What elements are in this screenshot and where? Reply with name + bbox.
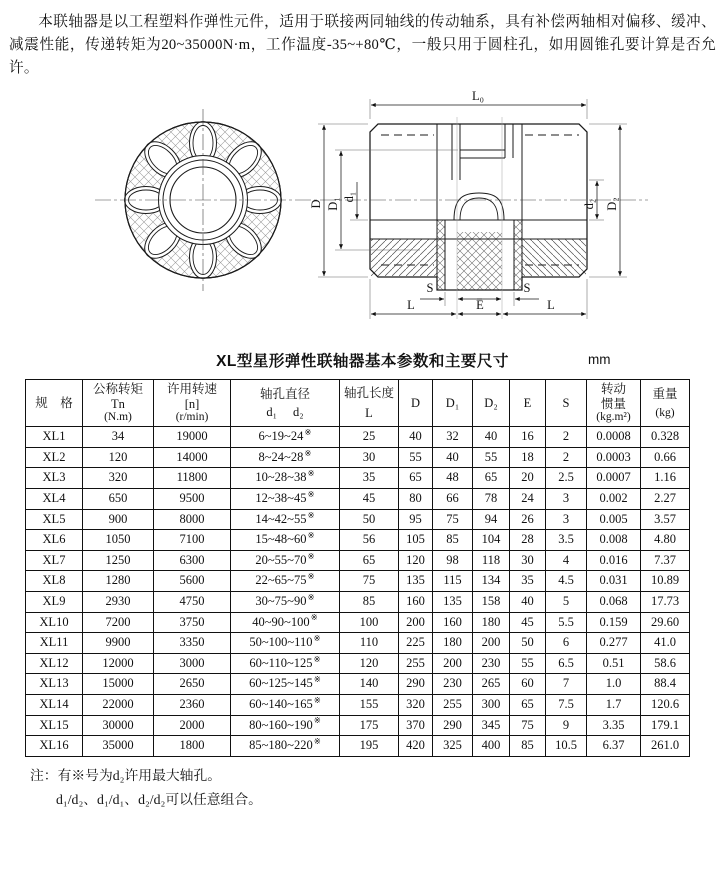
- max-bore-mark: ※: [307, 468, 315, 479]
- max-bore-mark: ※: [307, 488, 315, 499]
- col-header-weight: 重量 (kg): [641, 380, 690, 427]
- cell-speed: 14000: [154, 447, 231, 468]
- table-unit-label: mm: [588, 352, 611, 368]
- cell-weight: 4.80: [641, 530, 690, 551]
- cell-spec: XL15: [26, 715, 83, 736]
- cell-bore: 12~38~45※: [231, 489, 340, 510]
- cell-weight: 179.1: [641, 715, 690, 736]
- max-bore-mark: ※: [304, 447, 312, 458]
- cell-E: 26: [510, 509, 546, 530]
- max-bore-mark: ※: [307, 550, 315, 561]
- cell-spec: XL11: [26, 633, 83, 654]
- col-header-D: D: [399, 380, 433, 427]
- cell-length: 50: [340, 509, 399, 530]
- cell-E: 40: [510, 592, 546, 613]
- cell-torque: 900: [83, 509, 154, 530]
- cell-inertia: 1.0: [587, 674, 641, 695]
- max-bore-mark: ※: [304, 427, 312, 438]
- cell-torque: 1280: [83, 571, 154, 592]
- technical-drawing-svg: [0, 87, 725, 342]
- cell-D1: 98: [433, 550, 473, 571]
- cell-inertia: 0.016: [587, 550, 641, 571]
- cell-length: 85: [340, 592, 399, 613]
- col-header-E: E: [510, 380, 546, 427]
- cell-torque: 12000: [83, 653, 154, 674]
- cell-inertia: 6.37: [587, 736, 641, 757]
- dim-label-D2: D₂: [605, 197, 619, 211]
- cell-S: 6: [546, 633, 587, 654]
- petal-dome: [454, 193, 504, 220]
- cell-inertia: 0.005: [587, 509, 641, 530]
- note-line-1: 注：有※号为d₂许用最大轴孔。: [30, 767, 222, 783]
- cell-S: 6.5: [546, 653, 587, 674]
- cell-spec: XL10: [26, 612, 83, 633]
- cell-D1: 48: [433, 468, 473, 489]
- cell-D1: 75: [433, 509, 473, 530]
- cell-E: 18: [510, 447, 546, 468]
- cell-E: 24: [510, 489, 546, 510]
- table-notes: [30, 764, 725, 813]
- cell-S: 3.5: [546, 530, 587, 551]
- cell-length: 30: [340, 447, 399, 468]
- cell-E: 20: [510, 468, 546, 489]
- cell-E: 60: [510, 674, 546, 695]
- table-row: [26, 653, 690, 674]
- dim-label-S-left: S: [426, 281, 434, 296]
- cell-length: 75: [340, 571, 399, 592]
- cell-S: 5.5: [546, 612, 587, 633]
- cell-weight: 261.0: [641, 736, 690, 757]
- dim-label-d2: d₂: [582, 198, 596, 210]
- cell-spec: XL3: [26, 468, 83, 489]
- cell-speed: 6300: [154, 550, 231, 571]
- table-row: [26, 509, 690, 530]
- coupling-drawing: [0, 87, 725, 347]
- max-bore-mark: ※: [313, 633, 321, 644]
- cell-E: 28: [510, 530, 546, 551]
- dim-label-d1: d₁: [342, 191, 356, 203]
- cell-weight: 0.66: [641, 447, 690, 468]
- cell-bore: 22~65~75※: [231, 571, 340, 592]
- cell-D2: 104: [473, 530, 510, 551]
- cell-weight: 0.328: [641, 427, 690, 448]
- cell-inertia: 0.002: [587, 489, 641, 510]
- cell-speed: 9500: [154, 489, 231, 510]
- cell-S: 7.5: [546, 695, 587, 716]
- cell-D1: 230: [433, 674, 473, 695]
- cell-E: 35: [510, 571, 546, 592]
- table-header: [26, 380, 690, 427]
- table-row: [26, 715, 690, 736]
- cell-D2: 78: [473, 489, 510, 510]
- cell-D: 40: [399, 427, 433, 448]
- cell-weight: 1.16: [641, 468, 690, 489]
- cell-length: 140: [340, 674, 399, 695]
- cell-spec: XL4: [26, 489, 83, 510]
- cell-D2: 134: [473, 571, 510, 592]
- cell-torque: 15000: [83, 674, 154, 695]
- col-header-bore-diameter: 轴孔直径 d₁ d₂: [231, 380, 340, 427]
- cell-length: 110: [340, 633, 399, 654]
- cell-speed: 3000: [154, 653, 231, 674]
- max-bore-mark: ※: [307, 571, 315, 582]
- cell-D2: 265: [473, 674, 510, 695]
- cell-spec: XL2: [26, 447, 83, 468]
- cell-weight: 88.4: [641, 674, 690, 695]
- cell-torque: 22000: [83, 695, 154, 716]
- cell-bore: 10~28~38※: [231, 468, 340, 489]
- cell-spec: XL14: [26, 695, 83, 716]
- cell-speed: 3350: [154, 633, 231, 654]
- table-title-row: [0, 349, 725, 373]
- table-row: [26, 550, 690, 571]
- cell-torque: 2930: [83, 592, 154, 613]
- dim-label-L-right: L: [547, 298, 555, 313]
- cell-D2: 118: [473, 550, 510, 571]
- cell-S: 4.5: [546, 571, 587, 592]
- cell-D2: 40: [473, 427, 510, 448]
- cell-inertia: 0.0007: [587, 468, 641, 489]
- cell-D: 65: [399, 468, 433, 489]
- cell-length: 65: [340, 550, 399, 571]
- cell-S: 3: [546, 509, 587, 530]
- cell-spec: XL8: [26, 571, 83, 592]
- cell-E: 50: [510, 633, 546, 654]
- cell-D: 80: [399, 489, 433, 510]
- cell-D: 290: [399, 674, 433, 695]
- dim-label-D1: D₁: [326, 197, 340, 211]
- cell-speed: 8000: [154, 509, 231, 530]
- cell-S: 9: [546, 715, 587, 736]
- cell-weight: 17.73: [641, 592, 690, 613]
- col-header-spec: 规 格: [26, 380, 83, 427]
- cell-torque: 120: [83, 447, 154, 468]
- cell-weight: 2.27: [641, 489, 690, 510]
- table-row: [26, 592, 690, 613]
- cell-D: 135: [399, 571, 433, 592]
- cell-bore: 85~180~220※: [231, 736, 340, 757]
- cell-torque: 9900: [83, 633, 154, 654]
- cell-D2: 55: [473, 447, 510, 468]
- cell-inertia: 0.008: [587, 530, 641, 551]
- cell-inertia: 0.0008: [587, 427, 641, 448]
- cell-torque: 320: [83, 468, 154, 489]
- cell-spec: XL5: [26, 509, 83, 530]
- cell-S: 5: [546, 592, 587, 613]
- col-header-S: S: [546, 380, 587, 427]
- max-bore-mark: ※: [313, 674, 321, 685]
- cell-speed: 1800: [154, 736, 231, 757]
- cell-torque: 650: [83, 489, 154, 510]
- cell-length: 120: [340, 653, 399, 674]
- cell-D2: 400: [473, 736, 510, 757]
- cell-D1: 32: [433, 427, 473, 448]
- dim-label-L-left: L: [407, 298, 415, 313]
- col-header-inertia: 转动 惯量 (kg.m²): [587, 380, 641, 427]
- cell-weight: 7.37: [641, 550, 690, 571]
- dim-label-S-right: S: [523, 281, 531, 296]
- cell-S: 3: [546, 489, 587, 510]
- cell-speed: 5600: [154, 571, 231, 592]
- col-header-bore-length: 轴孔长度 L: [340, 380, 399, 427]
- cell-spec: XL16: [26, 736, 83, 757]
- cell-bore: 14~42~55※: [231, 509, 340, 530]
- cell-weight: 58.6: [641, 653, 690, 674]
- cell-D1: 135: [433, 592, 473, 613]
- table-row: [26, 633, 690, 654]
- max-bore-mark: ※: [313, 715, 321, 726]
- max-bore-mark: ※: [307, 530, 315, 541]
- max-bore-mark: ※: [313, 694, 321, 705]
- col-header-D2: D₂: [473, 380, 510, 427]
- cell-inertia: 0.031: [587, 571, 641, 592]
- cell-D: 95: [399, 509, 433, 530]
- dim-label-D: D: [309, 199, 323, 209]
- cell-D2: 158: [473, 592, 510, 613]
- col-header-torque: 公称转矩 Tn (N.m): [83, 380, 154, 427]
- cell-bore: 80~160~190※: [231, 715, 340, 736]
- cell-inertia: 0.51: [587, 653, 641, 674]
- cell-D: 120: [399, 550, 433, 571]
- cell-inertia: 3.35: [587, 715, 641, 736]
- cell-speed: 7100: [154, 530, 231, 551]
- table-row: [26, 489, 690, 510]
- cell-inertia: 0.277: [587, 633, 641, 654]
- cell-D2: 300: [473, 695, 510, 716]
- cell-D2: 200: [473, 633, 510, 654]
- cell-length: 155: [340, 695, 399, 716]
- cell-D1: 160: [433, 612, 473, 633]
- cell-D: 200: [399, 612, 433, 633]
- cell-D: 255: [399, 653, 433, 674]
- cell-spec: XL13: [26, 674, 83, 695]
- cell-spec: XL12: [26, 653, 83, 674]
- cell-S: 10.5: [546, 736, 587, 757]
- cell-bore: 15~48~60※: [231, 530, 340, 551]
- cell-D1: 40: [433, 447, 473, 468]
- table-row: [26, 447, 690, 468]
- cell-bore: 40~90~100※: [231, 612, 340, 633]
- col-header-speed: 许用转速 [n] (r/min): [154, 380, 231, 427]
- cell-D: 370: [399, 715, 433, 736]
- cell-inertia: 0.0003: [587, 447, 641, 468]
- cell-length: 195: [340, 736, 399, 757]
- section-view: [370, 124, 587, 290]
- table-row: [26, 695, 690, 716]
- cell-D: 320: [399, 695, 433, 716]
- cell-spec: XL9: [26, 592, 83, 613]
- table-row: [26, 674, 690, 695]
- cell-bore: 60~125~145※: [231, 674, 340, 695]
- table-title: XL型星形弹性联轴器基本参数和主要尺寸: [216, 353, 509, 371]
- cell-bore: 30~75~90※: [231, 592, 340, 613]
- table-row: [26, 427, 690, 448]
- dim-label-E: E: [476, 298, 484, 313]
- cell-S: 2: [546, 427, 587, 448]
- cell-D1: 115: [433, 571, 473, 592]
- cell-length: 56: [340, 530, 399, 551]
- cell-D1: 255: [433, 695, 473, 716]
- cell-speed: 2650: [154, 674, 231, 695]
- cell-S: 4: [546, 550, 587, 571]
- cell-inertia: 1.7: [587, 695, 641, 716]
- intro-paragraph: 本联轴器是以工程塑料作弹性元件，适用于联接两同轴线的传动轴系，具有补偿两轴相对偏移、缓冲、减震性能，传递转矩为20~35000N·m，工作温度-35~+80℃，一般只用于圆柱孔，如用圆锥孔要计算是否允许。: [9, 14, 716, 76]
- cell-D2: 345: [473, 715, 510, 736]
- max-bore-mark: ※: [310, 612, 318, 623]
- cell-weight: 10.89: [641, 571, 690, 592]
- max-bore-mark: ※: [313, 653, 321, 664]
- cell-inertia: 0.068: [587, 592, 641, 613]
- cell-D: 160: [399, 592, 433, 613]
- cell-speed: 2360: [154, 695, 231, 716]
- cell-bore: 60~110~125※: [231, 653, 340, 674]
- cell-D: 225: [399, 633, 433, 654]
- cell-D: 105: [399, 530, 433, 551]
- cell-spec: XL7: [26, 550, 83, 571]
- cell-torque: 34: [83, 427, 154, 448]
- cell-D1: 200: [433, 653, 473, 674]
- cell-bore: 6~19~24※: [231, 427, 340, 448]
- cell-length: 45: [340, 489, 399, 510]
- max-bore-mark: ※: [307, 509, 315, 520]
- cell-E: 75: [510, 715, 546, 736]
- cell-torque: 7200: [83, 612, 154, 633]
- cell-speed: 2000: [154, 715, 231, 736]
- cell-torque: 35000: [83, 736, 154, 757]
- cell-D: 420: [399, 736, 433, 757]
- cell-speed: 19000: [154, 427, 231, 448]
- cell-bore: 20~55~70※: [231, 550, 340, 571]
- cell-weight: 120.6: [641, 695, 690, 716]
- cell-E: 16: [510, 427, 546, 448]
- cell-torque: 1250: [83, 550, 154, 571]
- table-row: [26, 736, 690, 757]
- cell-bore: 50~100~110※: [231, 633, 340, 654]
- cell-S: 7: [546, 674, 587, 695]
- cell-E: 85: [510, 736, 546, 757]
- table-body: [26, 427, 690, 757]
- header-row: [26, 380, 690, 427]
- cell-D1: 325: [433, 736, 473, 757]
- cell-D1: 85: [433, 530, 473, 551]
- cell-length: 175: [340, 715, 399, 736]
- cell-torque: 30000: [83, 715, 154, 736]
- cell-D2: 180: [473, 612, 510, 633]
- dim-label-L0: L₀: [472, 89, 484, 104]
- cell-speed: 3750: [154, 612, 231, 633]
- cell-length: 35: [340, 468, 399, 489]
- cell-weight: 29.60: [641, 612, 690, 633]
- cell-spec: XL6: [26, 530, 83, 551]
- cell-torque: 1050: [83, 530, 154, 551]
- cell-S: 2.5: [546, 468, 587, 489]
- cell-weight: 3.57: [641, 509, 690, 530]
- cell-D1: 290: [433, 715, 473, 736]
- cell-length: 100: [340, 612, 399, 633]
- cell-speed: 4750: [154, 592, 231, 613]
- table-row: [26, 530, 690, 551]
- max-bore-mark: ※: [313, 736, 321, 747]
- parameters-table: [25, 379, 690, 757]
- cell-bore: 8~24~28※: [231, 447, 340, 468]
- cell-D1: 180: [433, 633, 473, 654]
- cell-E: 45: [510, 612, 546, 633]
- cell-S: 2: [546, 447, 587, 468]
- cell-length: 25: [340, 427, 399, 448]
- table-row: [26, 612, 690, 633]
- cell-E: 30: [510, 550, 546, 571]
- cell-E: 55: [510, 653, 546, 674]
- cell-D1: 66: [433, 489, 473, 510]
- cell-D2: 65: [473, 468, 510, 489]
- table-row: [26, 571, 690, 592]
- note-line-2: d₁/d₂、d₁/d₁、d₂/d₂可以任意组合。: [56, 792, 262, 808]
- cell-E: 65: [510, 695, 546, 716]
- cell-D: 55: [399, 447, 433, 468]
- max-bore-mark: ※: [307, 591, 315, 602]
- document-page: [0, 11, 725, 876]
- cell-inertia: 0.159: [587, 612, 641, 633]
- hatch-regions: [371, 220, 586, 290]
- cell-weight: 41.0: [641, 633, 690, 654]
- cell-D2: 94: [473, 509, 510, 530]
- cell-speed: 11800: [154, 468, 231, 489]
- cell-spec: XL1: [26, 427, 83, 448]
- cell-D2: 230: [473, 653, 510, 674]
- table-row: [26, 468, 690, 489]
- col-header-D1: D₁: [433, 380, 473, 427]
- cell-bore: 60~140~165※: [231, 695, 340, 716]
